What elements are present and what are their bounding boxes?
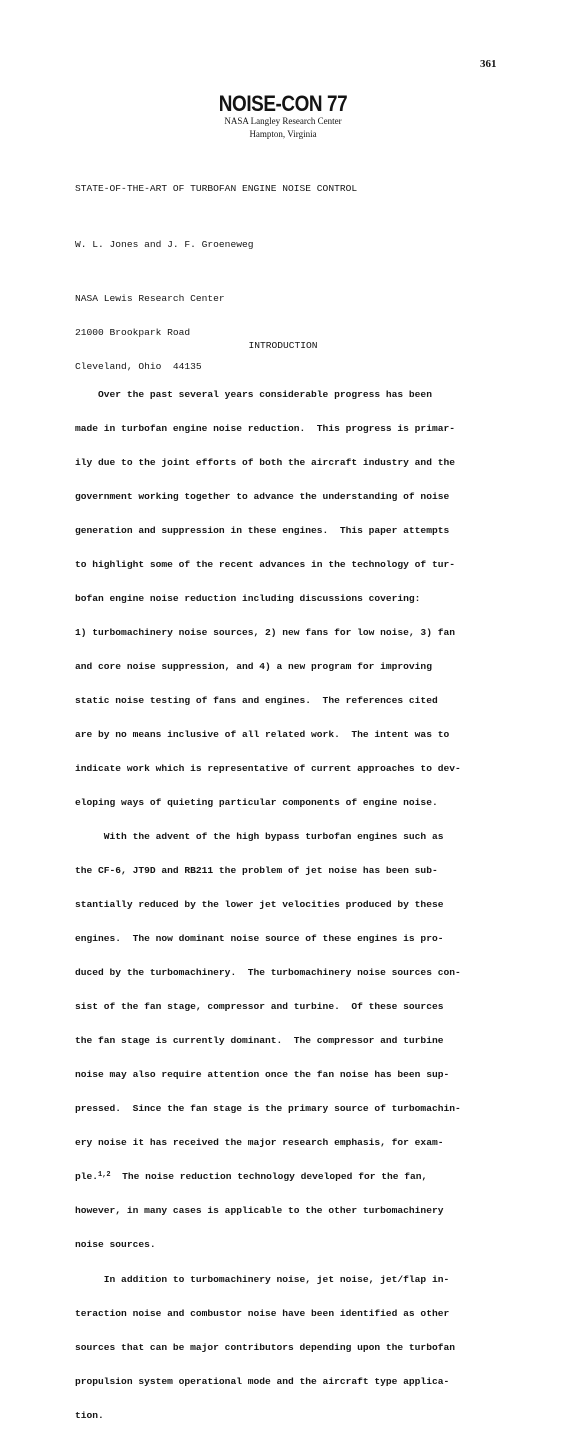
body-line: static noise testing of fans and engines. The references cited xyxy=(75,694,438,706)
conference-location-line-2: Hampton, Virginia xyxy=(249,129,317,139)
body-line: sist of the fan stage, compressor and turbine. Of these sources xyxy=(75,1001,444,1013)
body-line: 1) turbomachinery noise sources, 2) new fans for low noise, 3) fan xyxy=(75,626,455,638)
conference-title: NOISE-CON 77 xyxy=(218,91,348,116)
section-heading: INTRODUCTION xyxy=(248,340,318,351)
body-line-text: ple. xyxy=(75,1171,99,1183)
body-line: ery noise it has received the major research emphasis, for exam- xyxy=(75,1137,444,1149)
body-line: however, in many cases is applicable to the other turbomachinery xyxy=(75,1205,444,1217)
body-line: stantially reduced by the lower jet velocities produced by these xyxy=(75,899,444,911)
body-line: sources that can be major contributors depending upon the turbofan xyxy=(75,1341,455,1353)
body-line: engines. The now dominant noise source of these engines is pro- xyxy=(75,933,444,945)
body-line: propulsion system operational mode and the aircraft type applica- xyxy=(75,1375,450,1387)
body-line: the CF-6, JT9D and RB211 the problem of jet noise has been sub- xyxy=(75,865,438,877)
body-line: In addition to turbomachinery noise, jet noise, jet/flap in- xyxy=(75,1273,450,1285)
body-line: teraction noise and combustor noise have been identified as other xyxy=(75,1307,450,1319)
reference-superscript: 1,2 xyxy=(98,1171,111,1180)
body-line: the fan stage is currently dominant. The compressor and turbine xyxy=(75,1035,444,1047)
paper-title: STATE-OF-THE-ART OF TURBOFAN ENGINE NOISE CONTROL xyxy=(75,183,358,194)
body-line: are by no means inclusive of all related work. The intent was to xyxy=(75,729,450,740)
body-line: to highlight some of the recent advances in the technology of tur- xyxy=(75,558,455,570)
body-line xyxy=(75,1171,461,1182)
body-line-text: The noise reduction technology developed for the fan, xyxy=(110,1171,428,1183)
affiliation-line: Cleveland, Ohio 44135 xyxy=(75,360,202,372)
body-text xyxy=(75,366,461,1432)
body-line: generation and suppression in these engines. This paper attempts xyxy=(75,524,450,536)
body-line: With the advent of the high bypass turbofan engines such as xyxy=(75,831,444,843)
body-line: ily due to the joint efforts of both the aircraft industry and the xyxy=(75,456,455,468)
body-line: noise sources. xyxy=(75,1239,156,1251)
body-line: duced by the turbomachinery. The turbomachinery noise sources con- xyxy=(75,967,461,979)
body-line: Over the past several years considerable progress has been xyxy=(75,388,432,400)
body-line: tion. xyxy=(75,1409,104,1421)
body-line: made in turbofan engine noise reduction. This progress is primar- xyxy=(75,422,455,434)
page-number: 361 xyxy=(480,58,497,70)
conference-location-line-1: NASA Langley Research Center xyxy=(224,116,342,126)
affiliation-line: 21000 Brookpark Road xyxy=(75,326,191,338)
body-line: eloping ways of quieting particular components of engine noise. xyxy=(75,797,438,809)
paper-authors: W. L. Jones and J. F. Groeneweg xyxy=(75,239,254,250)
body-line: and core noise suppression, and 4) a new program for improving xyxy=(75,660,432,672)
body-line: noise may also require attention once the fan noise has been sup- xyxy=(75,1069,450,1081)
body-line: pressed. Since the fan stage is the primary source of turbomachin- xyxy=(75,1103,461,1115)
body-line: bofan engine noise reduction including discussions covering: xyxy=(75,592,421,604)
affiliation-line: NASA Lewis Research Center xyxy=(75,292,225,304)
body-line: indicate work which is representative of current approaches to dev- xyxy=(75,763,461,775)
body-line: government working together to advance the understanding of noise xyxy=(75,490,450,502)
